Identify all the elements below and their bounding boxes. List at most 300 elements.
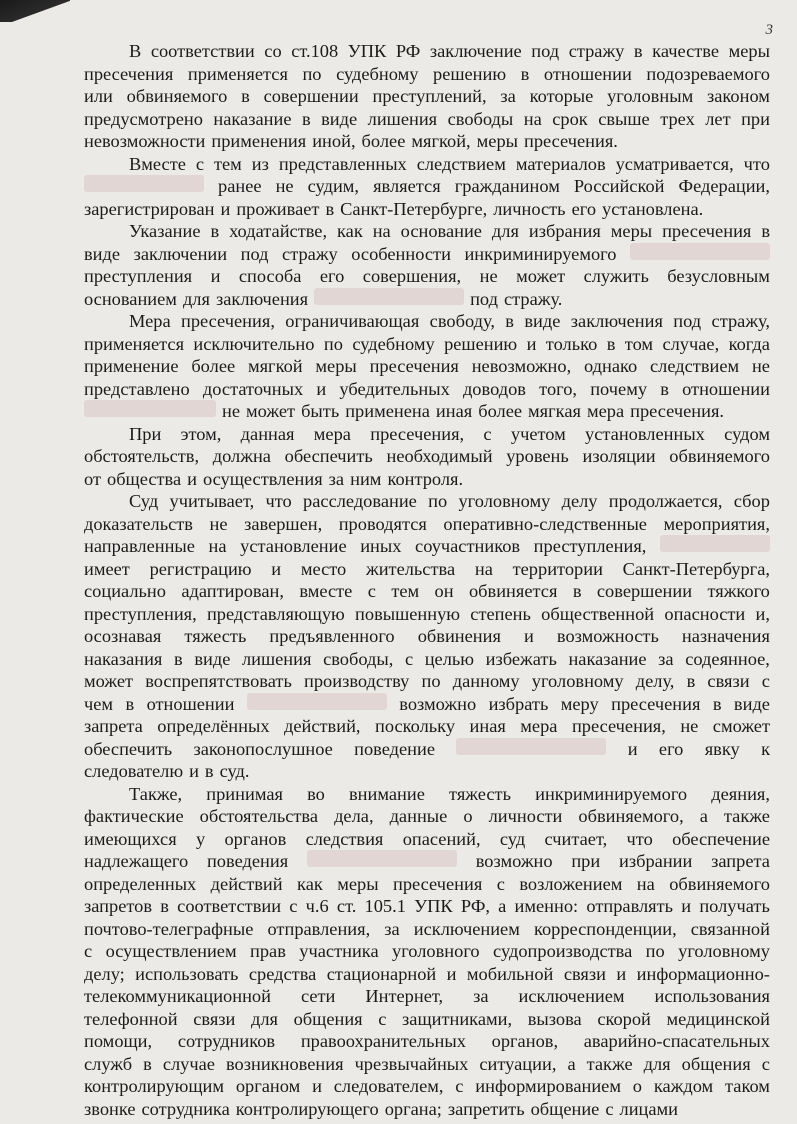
word: место: [300, 558, 347, 579]
redacted-name: [247, 693, 387, 710]
word: данному: [452, 671, 520, 691]
word: по: [428, 491, 448, 511]
word: ситуации,: [479, 1053, 557, 1074]
scan-shadow-corner: [0, 0, 70, 22]
word: повышенную: [355, 603, 461, 624]
word: особенности: [351, 243, 451, 264]
word: ст.108: [291, 41, 339, 61]
word: делу: [561, 491, 598, 511]
word: стационарной: [326, 963, 437, 984]
text-line: [84, 1075, 770, 1098]
word: пресечения: [662, 221, 752, 241]
word: у: [195, 828, 206, 849]
word: действий,: [284, 716, 361, 736]
word: личности: [488, 806, 563, 826]
word: избежать: [485, 648, 557, 669]
text-line: [84, 378, 770, 401]
word: мера: [586, 401, 625, 421]
word: мероприятия,: [663, 513, 770, 534]
word: обеспечить: [84, 738, 173, 759]
word: обвиняемого: [126, 86, 228, 106]
text-line: [84, 603, 770, 626]
word: в: [520, 63, 530, 84]
word: свободы: [447, 108, 514, 129]
word: общества: [107, 468, 182, 489]
text-line: [84, 918, 770, 941]
word: меру: [560, 693, 599, 714]
word: соответствии: [177, 896, 282, 916]
word: необходимый: [386, 446, 493, 466]
word: и: [526, 333, 537, 354]
word: с: [496, 873, 505, 894]
word: или: [84, 86, 113, 106]
word: установление: [240, 536, 347, 556]
word: с: [195, 153, 205, 174]
word: трех: [660, 108, 695, 129]
word: меры: [476, 131, 518, 151]
text-line: [84, 333, 770, 356]
word: надлежащего: [84, 851, 189, 871]
text-line: [84, 558, 770, 581]
word: не: [222, 401, 241, 421]
word: сотрудника: [141, 1098, 230, 1119]
word: с: [404, 648, 414, 669]
word: представляющую: [206, 603, 345, 624]
word: за: [658, 648, 674, 669]
word: тяжесть: [449, 783, 511, 804]
word: иной,: [312, 131, 356, 151]
word: Также,: [129, 783, 183, 804]
word: мера: [520, 716, 558, 736]
word: учитывает,: [169, 491, 255, 511]
word: Вместе: [129, 153, 186, 174]
word: органа;: [384, 1098, 442, 1119]
word: ранее: [218, 176, 262, 196]
text-line: [84, 580, 770, 603]
word: звонке: [84, 1098, 136, 1119]
word: более: [478, 401, 523, 421]
word: воспрепятствовать: [145, 671, 292, 691]
word: обвинения: [417, 626, 501, 646]
word: законопослушное: [193, 738, 333, 759]
word: поведение: [354, 738, 436, 759]
word: получать: [699, 896, 770, 916]
word: с: [84, 941, 93, 961]
word: под: [673, 311, 702, 331]
word: усматривается,: [615, 153, 734, 174]
word: в: [241, 86, 250, 106]
word: дела,: [334, 806, 374, 826]
word: гражданином: [454, 176, 560, 196]
word: обвиняется: [468, 581, 558, 601]
word: качестве: [652, 41, 720, 61]
word: общественной: [541, 603, 655, 624]
word: также: [586, 1053, 633, 1074]
word: чем: [84, 693, 114, 714]
word: за: [500, 86, 516, 106]
word: контроля.: [387, 468, 464, 489]
word: меры: [728, 41, 770, 61]
word: тяжесть: [184, 626, 247, 646]
word: отправления,: [267, 918, 371, 939]
word: стражу: [568, 41, 625, 61]
word: общение: [530, 1098, 600, 1119]
word: уголовным: [607, 86, 694, 106]
word: в: [505, 311, 514, 331]
word: он: [434, 581, 454, 601]
text-line: [84, 130, 770, 153]
word: и: [271, 558, 282, 579]
word: служб: [84, 1053, 133, 1074]
word: судим,: [307, 176, 360, 196]
word: органом: [235, 1076, 301, 1096]
word: и: [446, 963, 457, 984]
word: пресечения.: [524, 131, 618, 151]
word: осознавая: [84, 626, 162, 646]
word: мобильной: [466, 963, 554, 984]
word: применена: [345, 401, 430, 421]
word: может: [516, 266, 566, 286]
word: почему: [590, 378, 648, 399]
word: по: [645, 941, 665, 961]
word: запретов: [84, 896, 153, 916]
word: иных: [360, 536, 402, 556]
word: уголовного: [392, 941, 480, 961]
word: степень: [470, 603, 531, 624]
word: меры: [337, 873, 379, 894]
word: с: [761, 1053, 770, 1074]
word: соучастников: [415, 536, 521, 556]
word: тем: [391, 581, 420, 601]
word: вместе: [299, 581, 353, 601]
word: заключения: [570, 311, 663, 331]
word: Санкт-Петербурга,: [622, 558, 770, 579]
word: социально: [84, 581, 166, 601]
word: при: [741, 108, 770, 129]
word: судебному: [336, 63, 419, 84]
word: при: [571, 851, 601, 871]
word: для: [251, 1008, 278, 1029]
word: судом: [724, 423, 770, 444]
word: из: [251, 153, 269, 174]
word: назначения: [681, 626, 770, 646]
word: с: [378, 1008, 387, 1029]
word: основание: [400, 221, 482, 241]
word: преступления,: [533, 536, 647, 556]
word: чрезвычайных: [354, 1053, 469, 1074]
text-line: [84, 828, 770, 851]
word: и: [312, 1076, 322, 1096]
word: и,: [755, 603, 770, 624]
word: его: [319, 266, 345, 286]
word: в: [210, 221, 220, 241]
text-line: [84, 468, 770, 491]
redacted-name: [84, 175, 204, 192]
word: заключении: [133, 243, 228, 264]
word: под: [240, 243, 269, 264]
word: РФ,: [460, 896, 490, 916]
word: продолжается,: [608, 491, 723, 511]
word: явку: [704, 738, 740, 759]
word: лицами: [619, 1098, 679, 1119]
word: уровень: [506, 446, 569, 466]
word: лишения: [241, 648, 312, 669]
word: может: [84, 671, 134, 691]
word: меры: [315, 356, 357, 376]
text-line: [84, 220, 770, 243]
word: аварийно-спасательных: [583, 1031, 770, 1051]
word: Интернет,: [365, 986, 444, 1006]
word: применяется: [84, 333, 185, 354]
word: помощи,: [84, 1031, 153, 1051]
word: делу;: [84, 963, 125, 984]
word: вызова: [527, 1008, 582, 1029]
word: участника: [299, 941, 379, 961]
word: осуществления: [202, 468, 323, 489]
word: избрании: [619, 851, 693, 871]
word: уголовному: [458, 491, 551, 511]
word: применение: [84, 356, 179, 376]
word: направленные: [84, 536, 195, 556]
word: обвиняемого,: [578, 806, 684, 826]
word: также: [723, 806, 770, 826]
word: производству: [304, 671, 410, 691]
word: использования: [654, 986, 770, 1006]
text-line: [84, 1098, 770, 1121]
word: на: [636, 873, 655, 894]
word: 105.1: [364, 896, 406, 916]
word: преступления: [84, 266, 193, 286]
redacted-name: [307, 850, 457, 867]
word: запрета: [84, 716, 143, 736]
word: его: [571, 198, 597, 219]
word: во: [307, 783, 325, 804]
word: целью: [424, 648, 475, 669]
word: предусмотрено: [84, 108, 203, 129]
word: органов: [224, 828, 287, 849]
word: ст.: [336, 896, 357, 916]
word: а: [498, 896, 507, 916]
word: которые: [529, 86, 594, 106]
text-line: [84, 625, 770, 648]
redacted-name: [314, 288, 464, 305]
word: проживает: [236, 198, 320, 219]
word: от: [84, 468, 101, 489]
text-line: [84, 85, 770, 108]
word: следствием: [650, 356, 740, 376]
word: в: [660, 378, 669, 399]
word: преступлений,: [372, 86, 487, 106]
word: органов,: [491, 1031, 559, 1051]
paragraph: [84, 220, 770, 310]
word: телекоммуникационной: [84, 986, 271, 1006]
word: личность: [493, 198, 566, 219]
word: делу,: [635, 671, 675, 691]
word: убедительных: [339, 378, 450, 399]
text-line: [84, 288, 770, 311]
word: свыше: [598, 108, 650, 129]
word: представленных: [278, 153, 407, 174]
word: на: [372, 221, 391, 241]
word: возможно: [475, 851, 553, 871]
word: иная: [435, 401, 473, 421]
word: пресечения: [369, 356, 459, 376]
word: завершен,: [244, 513, 323, 534]
text-line: [84, 873, 770, 896]
word: судебному: [352, 333, 435, 354]
word: виде: [321, 108, 358, 129]
word: предъявленного: [269, 626, 395, 646]
word: данные: [389, 806, 448, 826]
word: запрета: [711, 851, 770, 871]
redacted-name: [456, 738, 606, 755]
word: пресечения.: [630, 401, 725, 421]
text-line: [84, 445, 770, 468]
word: пресечения,: [181, 311, 275, 331]
word: тем: [213, 153, 242, 174]
word: наказания: [84, 648, 163, 669]
word: иная: [469, 716, 506, 736]
text-line: [84, 985, 770, 1008]
word: лишения: [367, 108, 438, 129]
word: за: [328, 468, 345, 489]
word: действий: [210, 873, 283, 894]
word: возможность: [556, 626, 659, 646]
word: а: [567, 1053, 576, 1074]
word: внимание: [349, 783, 425, 804]
word: установленных: [585, 423, 705, 444]
word: однако: [583, 356, 638, 376]
word: может: [246, 401, 296, 421]
word: по: [302, 63, 322, 84]
word: имеет: [84, 558, 130, 579]
word: в: [633, 41, 643, 61]
text-line: [84, 760, 770, 783]
word: в: [572, 581, 582, 601]
word: сети: [300, 986, 336, 1006]
word: с: [483, 423, 492, 444]
word: и: [627, 738, 638, 759]
word: Российской: [573, 176, 665, 196]
word: возможно: [399, 693, 477, 714]
word: с: [605, 1098, 614, 1119]
word: обстоятельств,: [84, 446, 200, 466]
redacted-name: [84, 400, 216, 417]
word: применяется: [187, 63, 288, 84]
word: с: [761, 671, 770, 691]
word: пресечения,: [370, 423, 465, 444]
word: отношении: [682, 378, 770, 399]
word: использовать: [135, 963, 239, 984]
word: сбор: [733, 491, 770, 511]
word: совершении: [596, 581, 693, 601]
text-line: [84, 670, 770, 693]
word: возложением: [519, 873, 623, 894]
word: по: [323, 333, 343, 354]
word: Санкт-Петербурге,: [340, 198, 488, 219]
paragraph: [84, 490, 770, 783]
word: жительства: [366, 558, 456, 579]
word: под: [531, 41, 560, 61]
word: связи: [193, 1008, 236, 1029]
word: общения: [293, 1008, 363, 1029]
word: в: [712, 693, 722, 714]
paragraph: [84, 310, 770, 423]
word: ограничивающая: [285, 311, 420, 331]
word: решению: [433, 63, 507, 84]
text-line: [84, 108, 770, 131]
word: преступления,: [84, 603, 197, 624]
word: Указание: [129, 221, 201, 241]
word: случае: [162, 1053, 215, 1074]
word: в: [143, 1053, 152, 1074]
word: свободу,: [429, 311, 495, 331]
word: прав: [250, 941, 286, 961]
word: мера: [313, 423, 351, 444]
word: безусловным: [667, 266, 770, 286]
word: не: [751, 356, 770, 376]
redacted-name: [630, 243, 770, 260]
word: контролирующим: [84, 1076, 224, 1096]
text-line: [84, 513, 770, 536]
word: применения: [211, 131, 307, 151]
word: представлено: [84, 378, 190, 399]
paragraph: [84, 423, 770, 491]
word: суд: [499, 828, 526, 849]
word: и: [616, 963, 627, 984]
word: что: [743, 153, 770, 174]
word: изоляции: [582, 446, 656, 466]
text-line: [84, 400, 770, 423]
word: мягкой: [247, 356, 303, 376]
word: правоохранительных: [300, 1031, 466, 1051]
word: территории: [512, 558, 603, 579]
word: в: [160, 896, 169, 916]
word: не: [479, 266, 498, 286]
word: не: [680, 716, 699, 736]
word: стражу: [282, 243, 338, 264]
text-line: [84, 1008, 770, 1031]
word: поскольку: [375, 716, 456, 736]
text-line: [84, 423, 770, 446]
word: отправлять: [586, 896, 674, 916]
paragraph: [84, 40, 770, 153]
text-line: [84, 63, 770, 86]
word: соответствии: [150, 41, 255, 61]
word: пресечения: [84, 63, 174, 84]
word: невозможности: [84, 131, 206, 151]
word: подозреваемого: [646, 63, 770, 84]
word: и: [187, 468, 197, 489]
text-line: [84, 490, 770, 513]
word: виде: [524, 311, 561, 331]
word: этом,: [180, 423, 222, 444]
page-number: 3: [765, 22, 773, 38]
word: опасений,: [402, 828, 481, 849]
word: деяния,: [711, 783, 770, 804]
word: виде: [84, 243, 121, 264]
word: ним: [350, 468, 382, 489]
word: сможет: [712, 716, 770, 736]
word: адаптирован,: [181, 581, 284, 601]
word: со: [264, 41, 282, 61]
word: зарегистрирован: [84, 198, 215, 219]
word: доказательств: [84, 513, 193, 534]
word: расследование: [303, 491, 417, 511]
word: содеянное,: [685, 648, 770, 669]
word: считает,: [544, 828, 608, 849]
word: пресечения,: [571, 716, 666, 736]
